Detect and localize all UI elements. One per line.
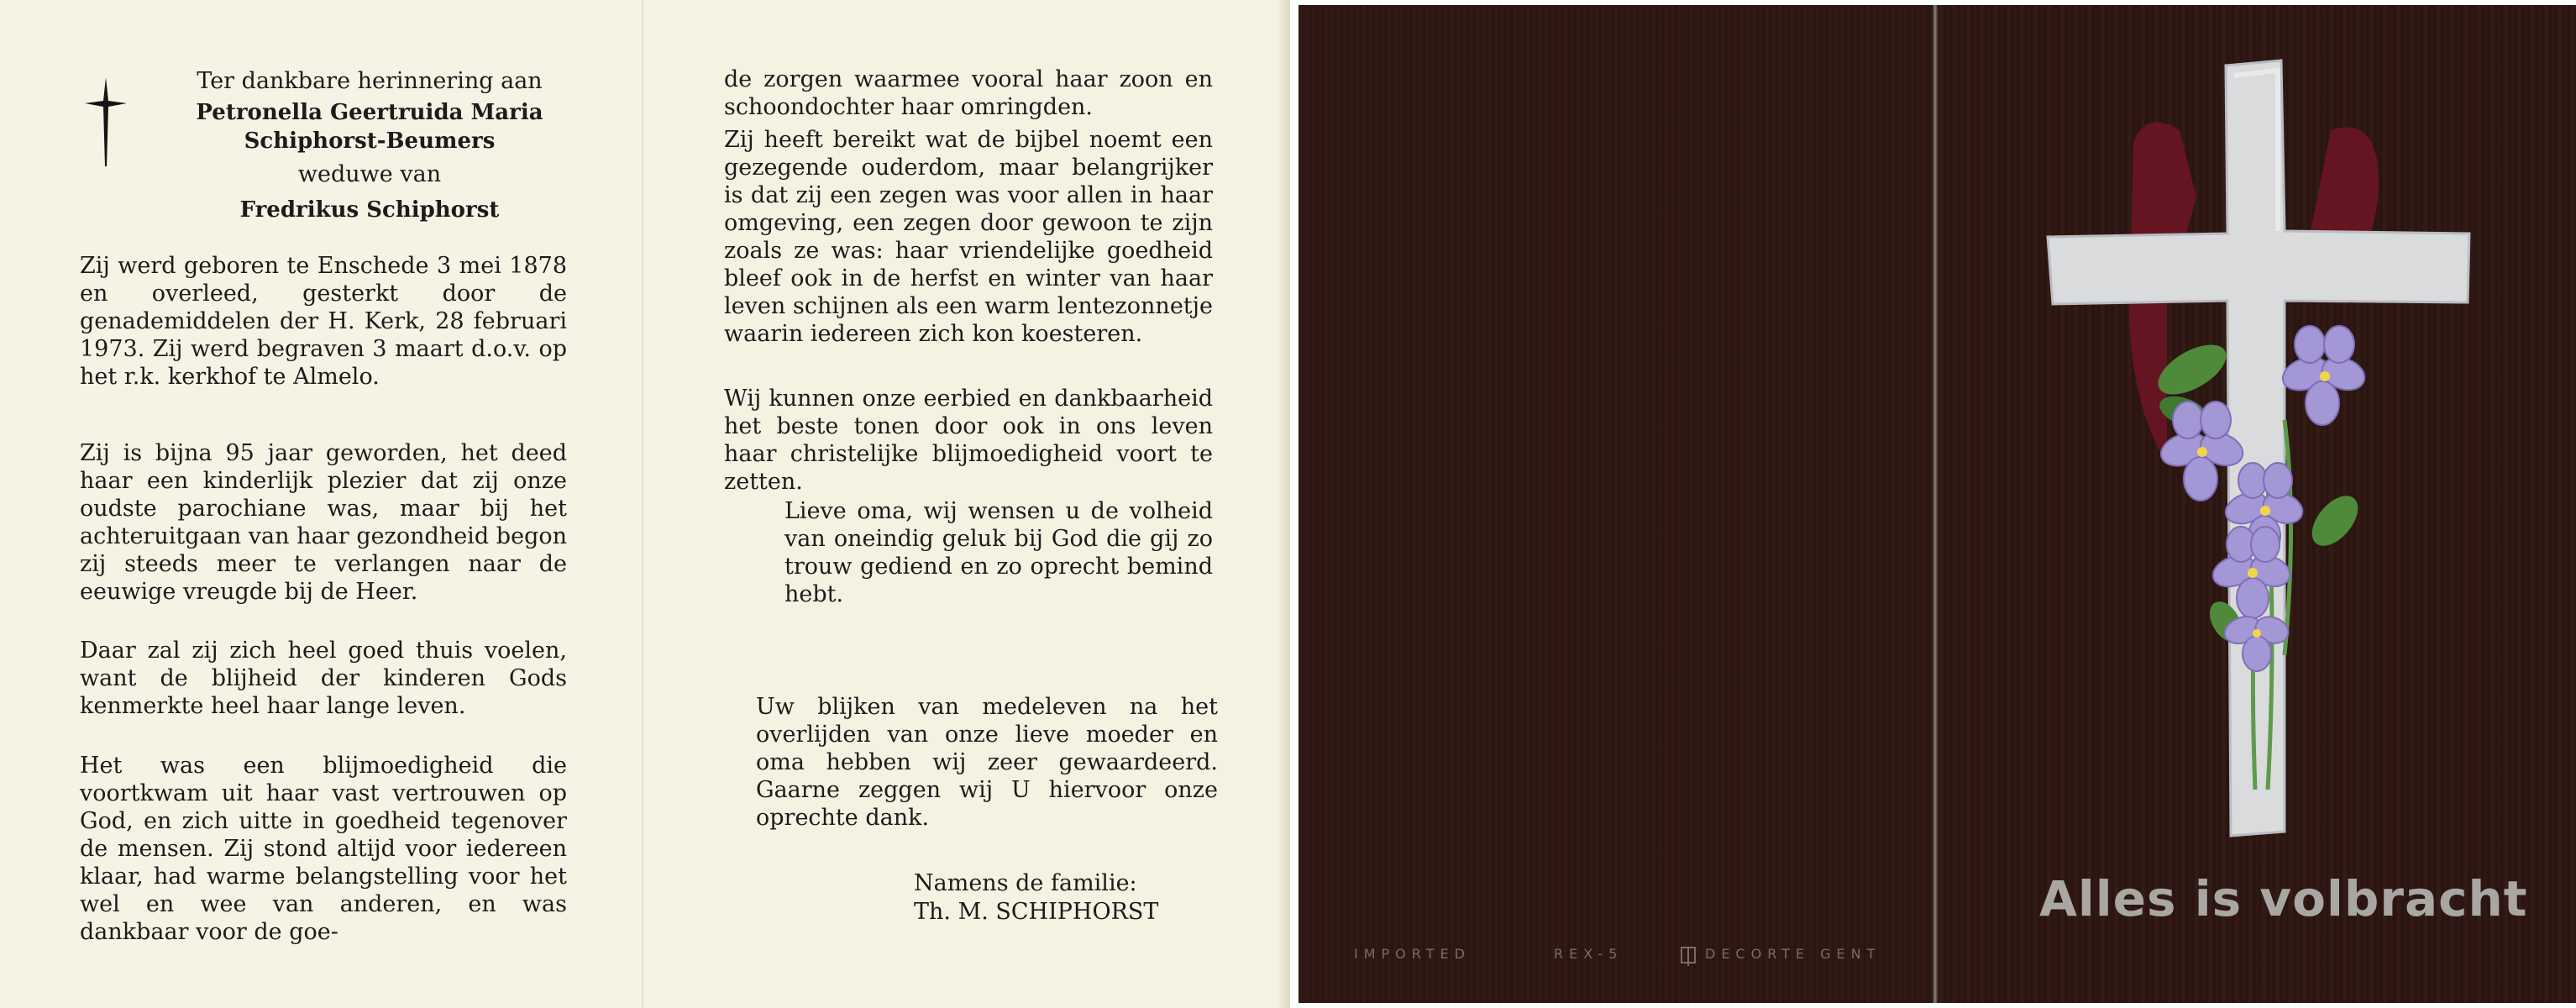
widow-of-label: weduwe van [297, 161, 442, 187]
deceased-name-line1: Petronella Geertruida Maria [196, 100, 543, 125]
publisher-logo-icon [1680, 946, 1697, 966]
prayer-text: Lieve oma, wij wensen u de volheid van oneindig geluk bij God die gij zo trouw gediend en zo oprecht bemind hebt. [784, 498, 1213, 607]
paragraph-birth-death: Zij werd geboren te Enschede 3 mei 1878 en overleed, gesterkt door de genademiddelen der H. Kerk, 28 februari 1973. Zij werd begraven 3 maart d.o.v. op het r.k. kerkhof te Almelo. [80, 253, 567, 390]
paragraph-home: Daar zal zij zich heel goed thuis voelen, want de blijheid der kinderen Gods kenmerkte heel haar lange leven. [80, 638, 567, 719]
husband-name: Fredrikus Schiphorst [239, 197, 500, 223]
page-edge-shadow [1277, 0, 1290, 1008]
signature-label: Namens de familie: [914, 870, 1137, 896]
signature-name: Th. M. SCHIPHORST [914, 899, 1159, 925]
imprint-code: REX-5 [1554, 946, 1624, 962]
cover-back-panel [1298, 5, 1935, 1003]
header-line: Ter dankbare herinnering aan [197, 68, 543, 94]
motto-text: Alles is volbracht [2039, 870, 2528, 927]
cover-fold [1932, 5, 1939, 1003]
imprint-publisher: DECORTE GENT [1705, 946, 1881, 962]
imprint-imported: IMPORTED [1354, 946, 1471, 962]
paragraph-blessing: Zij heeft bereikt wat de bijbel noemt een gezegende ouderdom, maar belangrijker is dat zij een zegen was voor allen in haar omgeving, een zegen door gewoon te zijn zoals ze was: haar vriendelijke goedheid bleef ook in de herfst en winter van haar leven schijnen als een warm lentezonnetje waarin iedereen zich kon koesteren. [724, 127, 1213, 347]
deceased-name-line2: Schiphorst-Beumers [244, 129, 496, 154]
cross-with-violets-illustration [2033, 50, 2486, 848]
paragraph-cheerfulness: Het was een blijmoedigheid die voortkwam uit haar vast vertrouwen op God, en zich uitte in goedheid tegenover de mensen. Zij stond altijd voor iedereen klaar, had warme belangstelling voor het wel en wee van anderen, en was dankbaar voor de goe- [80, 753, 567, 945]
gap [1290, 0, 1298, 1008]
paragraph-gratitude: Wij kunnen onze eerbied en dankbaarheid het beste tonen door ook in ons leven haar christelijke blijmoedigheid voort te zetten. [724, 386, 1213, 495]
cross-symbol-icon [81, 76, 131, 170]
thanks-text: Uw blijken van medeleven na het overlijden van onze lieve moeder en oma hebben wij zeer gewaardeerd. Gaarne zeggen wij U hiervoor onze oprechte dank. [756, 694, 1218, 831]
paragraph-age: Zij is bijna 95 jaar geworden, het deed haar een kinderlijk plezier dat zij onze oudste parochiane was, maar bij het achteruitgaan van haar gezondheid begon zij steeds meer te verlangen naar de eeuwige vreugde bij de Heer. [80, 440, 567, 605]
paragraph-care: de zorgen waarmee vooral haar zoon en schoondochter haar omringden. [724, 66, 1213, 120]
